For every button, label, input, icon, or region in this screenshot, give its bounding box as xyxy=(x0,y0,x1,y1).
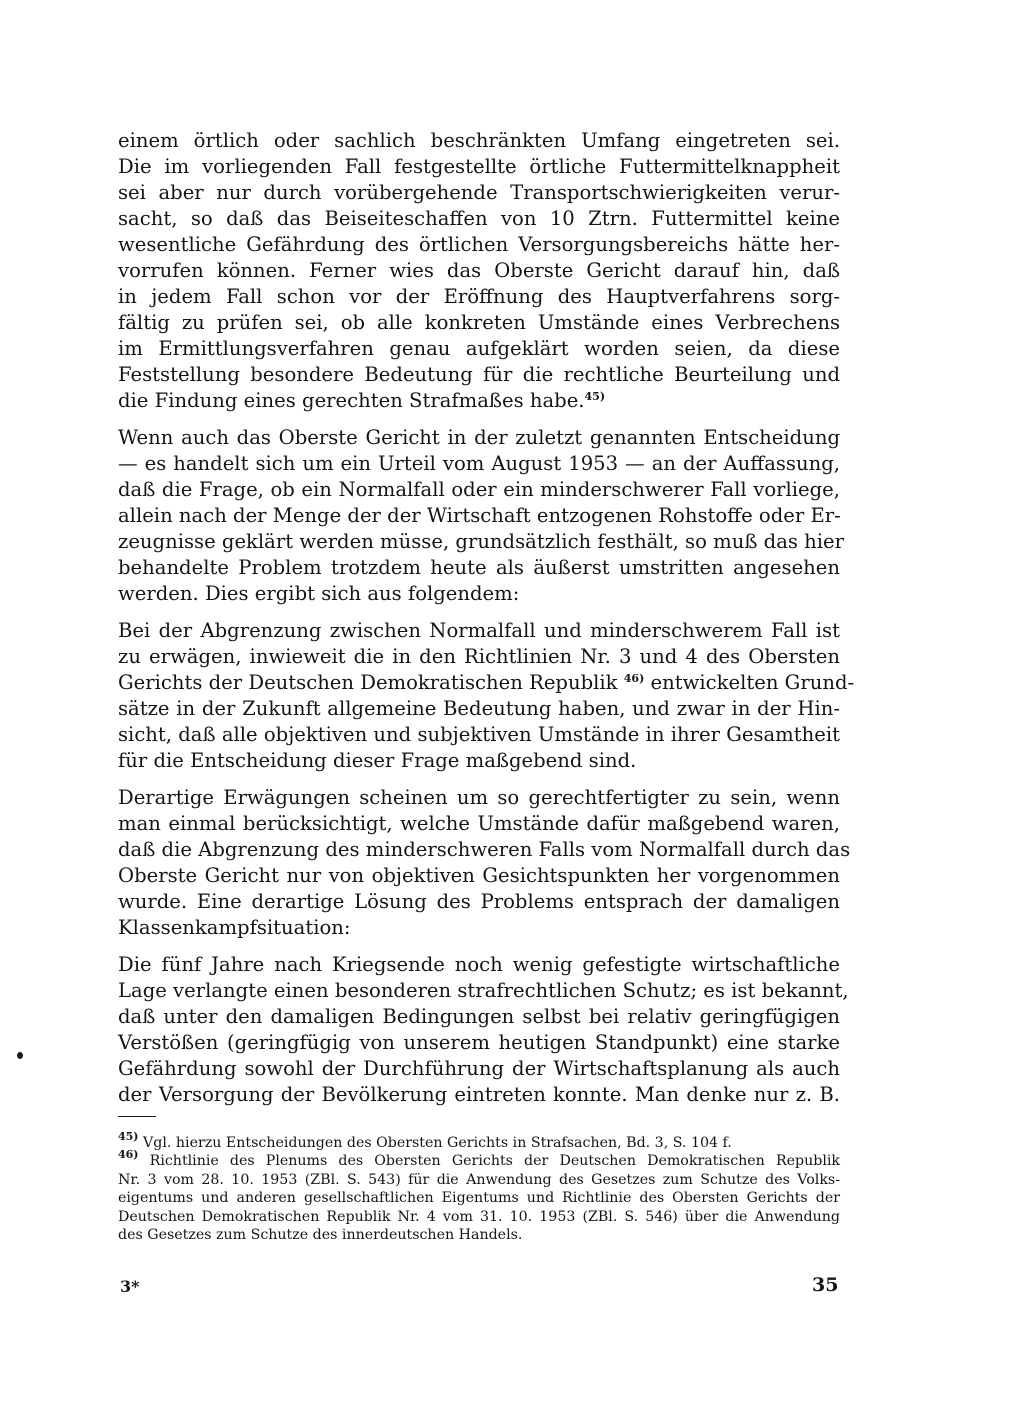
footnote-divider xyxy=(118,1116,156,1117)
text-line: daß die Frage, ob ein Normalfall oder ein minderschwerer Fall vorliege, xyxy=(118,478,840,501)
text-line: sacht, so daß das Beiseiteschaffen von 10 Ztrn. Futtermittel keine xyxy=(118,207,840,230)
text-line-content: entwickelten Grund- xyxy=(650,671,855,694)
text-line: daß unter den damaligen Bedingungen selbst bei relativ geringfügigen xyxy=(118,1005,840,1028)
page-number: 35 xyxy=(812,1274,839,1296)
text-line-content: die Findung eines gerechten Strafmaßes habe. xyxy=(118,389,585,412)
text-line: Verstößen (geringfügig von unserem heutigen Standpunkt) eine starke xyxy=(118,1031,840,1054)
text-line: Oberste Gericht nur von objektiven Gesichtspunkten her vorgenommen xyxy=(118,864,840,887)
text-line: im Ermittlungsverfahren genau aufgeklärt worden seien, da diese xyxy=(118,337,840,360)
footnote-line: des Gesetzes zum Schutze des innerdeutschen Handels. xyxy=(118,1227,523,1244)
footnote-line: eigentums und anderen gesellschaftlichen Eigentums und Richtlinie des Obersten Gerichts der xyxy=(118,1190,840,1207)
footnotes xyxy=(118,1130,840,1244)
text-line: sätze in der Zukunft allgemeine Bedeutung haben, und zwar in der Hin- xyxy=(118,697,840,720)
text-line: sei aber nur durch vorübergehende Transportschwierigkeiten verur- xyxy=(118,181,840,204)
text-line: sicht, daß alle objektiven und subjektiven Umstände in ihrer Gesamtheit xyxy=(118,723,840,746)
text-line: behandelte Problem trotzdem heute als äußerst umstritten angesehen xyxy=(118,556,840,579)
body-text xyxy=(118,128,855,1108)
text-line: für die Entscheidung dieser Frage maßgebend sind. xyxy=(118,749,637,772)
footnote-line xyxy=(118,1130,840,1152)
footnote-ref-46[interactable]: 46) xyxy=(623,672,645,685)
text-line: einem örtlich oder sachlich beschränkten Umfang eingetreten sei. xyxy=(118,129,840,152)
text-line-content: Gerichts der Deutschen Demokratischen Republik xyxy=(118,671,618,694)
text-line xyxy=(118,388,840,414)
scan-speck xyxy=(17,1052,23,1059)
text-line: — es handelt sich um ein Urteil vom August 1953 — an der Auffassung, xyxy=(118,452,840,475)
text-line: Gefährdung sowohl der Durchführung der Wirtschaftsplanung als auch xyxy=(118,1057,840,1080)
paragraph-wenn-auch xyxy=(118,425,845,607)
paragraph-bei-der-abgrenzung xyxy=(118,618,855,774)
text-line: werden. Dies ergibt sich aus folgendem: xyxy=(118,582,520,605)
footnote-marker: 46) xyxy=(118,1148,139,1162)
text-line: Bei der Abgrenzung zwischen Normalfall und minderschwerem Fall ist xyxy=(118,619,840,642)
text-line: zu erwägen, inwieweit die in den Richtlinien Nr. 3 und 4 des Obersten xyxy=(118,645,840,668)
text-line: zeugnisse geklärt werden müsse, grundsätzlich festhält, so muß das hier xyxy=(118,530,845,553)
footnote-46 xyxy=(118,1148,840,1244)
footnote-45 xyxy=(118,1130,840,1152)
text-line: vorrufen können. Ferner wies das Oberste Gericht darauf hin, daß xyxy=(118,259,840,282)
paragraph-derartige xyxy=(118,785,851,941)
footnote-line: Nr. 3 vom 28. 10. 1953 (ZBl. S. 543) für die Anwendung des Gesetzes zum Schutze des Volks- xyxy=(118,1171,840,1188)
text-line: wesentliche Gefährdung des örtlichen Versorgungsbereichs hätte her- xyxy=(118,233,840,256)
text-line: Die fünf Jahre nach Kriegsende noch wenig gefestigte wirtschaftliche xyxy=(118,953,840,976)
text-line xyxy=(118,670,855,696)
text-line: Wenn auch das Oberste Gericht in der zuletzt genannten Entscheidung xyxy=(118,426,840,449)
text-line: man einmal berücksichtigt, welche Umstände dafür maßgebend waren, xyxy=(118,812,840,835)
text-line: der Versorgung der Bevölkerung eintreten konnte. Man denke nur z. B. xyxy=(118,1083,840,1106)
footnote-text: Richtlinie des Plenums des Obersten Gerichts der Deutschen Demokratischen Republik xyxy=(149,1153,840,1170)
text-line: Feststellung besondere Bedeutung für die rechtliche Beurteilung und xyxy=(118,363,840,386)
footnote-line: Deutschen Demokratischen Republik Nr. 4 vom 31. 10. 1953 (ZBl. S. 546) über die Anwendung xyxy=(118,1208,840,1225)
text-line: Die im vorliegenden Fall festgestellte örtliche Futtermittelknappheit xyxy=(118,155,840,178)
paragraph-die-fuenf-jahre xyxy=(118,952,849,1108)
text-line: daß die Abgrenzung des minderschweren Falls vom Normalfall durch das xyxy=(118,838,851,861)
text-line: Derartige Erwägungen scheinen um so gerechtfertigter zu sein, wenn xyxy=(118,786,840,809)
text-line: in jedem Fall schon vor der Eröffnung des Hauptverfahrens sorg- xyxy=(118,285,840,308)
paragraph-continued xyxy=(118,128,840,414)
text-line: allein nach der Menge der der Wirtschaft entzogenen Rohstoffe oder Er- xyxy=(118,504,841,527)
footnote-marker: 45) xyxy=(118,1130,139,1143)
footnote-text: Vgl. hierzu Entscheidungen des Obersten Gerichts in Strafsachen, Bd. 3, S. 104 f. xyxy=(143,1135,732,1151)
text-line: wurde. Eine derartige Lösung des Problems entsprach der damaligen xyxy=(118,890,840,913)
footnote-ref-45[interactable]: 45) xyxy=(584,390,606,403)
footnote-line xyxy=(118,1148,840,1170)
text-line: fältig zu prüfen sei, ob alle konkreten Umstände eines Verbrechens xyxy=(118,311,840,334)
text-line: Lage verlangte einen besonderen strafrechtlichen Schutz; es ist bekannt, xyxy=(118,979,849,1002)
text-line: Klassenkampfsituation: xyxy=(118,916,351,939)
sheet-signature: 3* xyxy=(120,1277,140,1296)
